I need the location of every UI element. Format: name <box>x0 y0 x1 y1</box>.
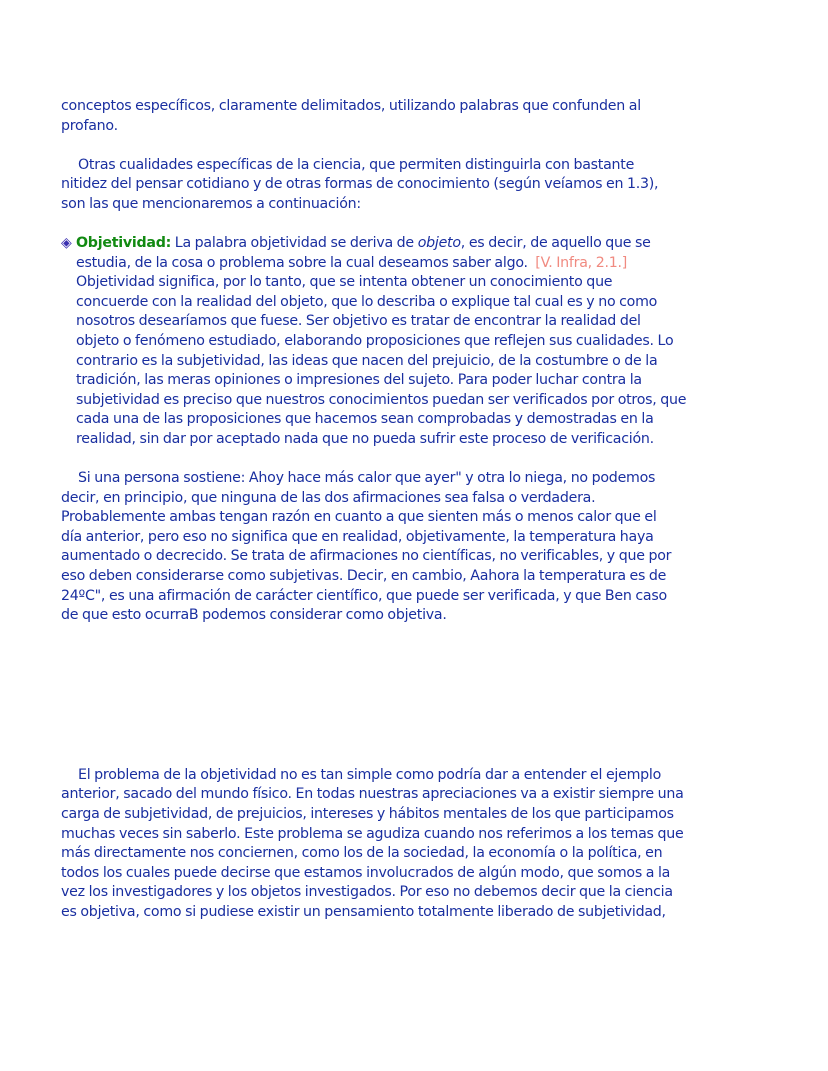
text-line: nitidez del pensar cotidiano y de otras formas de conocimiento (según veíamos en 1.3), <box>61 176 659 193</box>
text-run: , es decir, de aquello que se <box>460 234 651 251</box>
text-line: anterior, sacado del mundo físico. En todas nuestras apreciaciones va a existir siempre una <box>61 786 684 803</box>
text-line: El problema de la objetividad no es tan simple como podría dar a entender el ejemplo <box>78 766 662 783</box>
text-line: todos los cuales puede decirse que estamos involucrados de algún modo, que somos a la <box>61 864 671 881</box>
text-line: más directamente nos conciernen, como los de la sociedad, la economía o la política, en <box>61 845 663 862</box>
text-line: muchas veces sin saberlo. Este problema se agudiza cuando nos referimos a los temas que <box>61 825 684 842</box>
text-line: 24ºC", es una afirmación de carácter científico, que puede ser verificada, y que Ben caso <box>61 587 667 604</box>
text-line: vez los investigadores y los objetos investigados. Por eso no debemos decir que la ciencia <box>61 884 673 901</box>
text-line: concuerde con la realidad del objeto, que lo describa o explique tal cual es y no como <box>76 293 658 310</box>
bullet-objetividad <box>61 234 783 450</box>
text-line: eso deben considerarse como subjetivas. Decir, en cambio, Aahora la temperatura es de <box>61 567 667 584</box>
paragraph-intro-continuation <box>61 97 783 136</box>
text-line: conceptos específicos, claramente delimitados, utilizando palabras que confunden al <box>61 98 641 114</box>
text-line: carga de subjetividad, de prejuicios, intereses y hábitos mentales de los que participamos <box>61 805 674 822</box>
text-line: nosotros desearíamos que fuese. Ser objetivo es tratar de encontrar la realidad del <box>76 313 641 330</box>
text-line: tradición, las meras opiniones o impresiones del sujeto. Para poder luchar contra la <box>76 372 642 389</box>
blank-space <box>61 626 783 766</box>
text-line <box>61 234 783 254</box>
text-line: contrario es la subjetividad, las ideas que nacen del prejuicio, de la costumbre o de la <box>76 352 658 369</box>
term-heading: Objetividad: <box>76 234 172 251</box>
paragraph-temperature-example <box>61 469 783 626</box>
cross-reference-link[interactable]: [V. Infra, 2.1.] <box>535 254 628 271</box>
paragraph-gap <box>61 450 783 470</box>
text-line: son las que mencionaremos a continuación: <box>61 195 361 212</box>
paragraph-qualities-intro <box>61 156 783 215</box>
text-line: de que esto ocurraB podemos considerar como objetiva. <box>61 607 447 624</box>
text-line: subjetividad es preciso que nuestros conocimientos puedan ser verificados por otros, que <box>76 391 687 408</box>
text-run: estudia, de la cosa o problema sobre la cual deseamos saber algo. <box>76 254 528 271</box>
text-line: Otras cualidades específicas de la ciencia, que permiten distinguirla con bastante <box>78 156 635 173</box>
text-run: La palabra objetividad se deriva de <box>171 234 418 251</box>
text-line: aumentado o decrecido. Se trata de afirmaciones no científicas, no verificables, y que por <box>61 548 672 565</box>
emphasis-text: objeto <box>417 234 461 251</box>
text-line: decir, en principio, que ninguna de las dos afirmaciones sea falsa o verdadera. <box>61 489 596 506</box>
text-line: Probablemente ambas tengan razón en cuanto a que sienten más o menos calor que el <box>61 509 657 526</box>
paragraph-gap <box>61 136 783 156</box>
text-line: Si una persona sostiene: Ahoy hace más calor que ayer" y otra lo niega, no podemos <box>78 470 656 486</box>
text-line <box>76 254 783 274</box>
text-line: día anterior, pero eso no significa que en realidad, objetivamente, la temperatura haya <box>61 528 654 545</box>
text-line: objeto o fenómeno estudiado, elaborando proposiciones que reflejen sus cualidades. Lo <box>76 332 674 349</box>
paragraph-gap <box>61 214 783 234</box>
text-line: realidad, sin dar por aceptado nada que no pueda sufrir este proceso de verificación. <box>76 430 654 447</box>
paragraph-objectivity-problem <box>61 766 783 923</box>
diamond-bullet-icon: ◈ <box>61 234 72 251</box>
text-line: Objetividad significa, por lo tanto, que se intenta obtener un conocimiento que <box>76 274 613 291</box>
text-line: cada una de las proposiciones que hacemos sean comprobadas y demostradas en la <box>76 411 654 428</box>
text-line: es objetiva, como si pudiese existir un pensamiento totalmente liberado de subjetividad, <box>61 903 666 920</box>
text-line: profano. <box>61 117 118 134</box>
document-page <box>61 97 783 923</box>
